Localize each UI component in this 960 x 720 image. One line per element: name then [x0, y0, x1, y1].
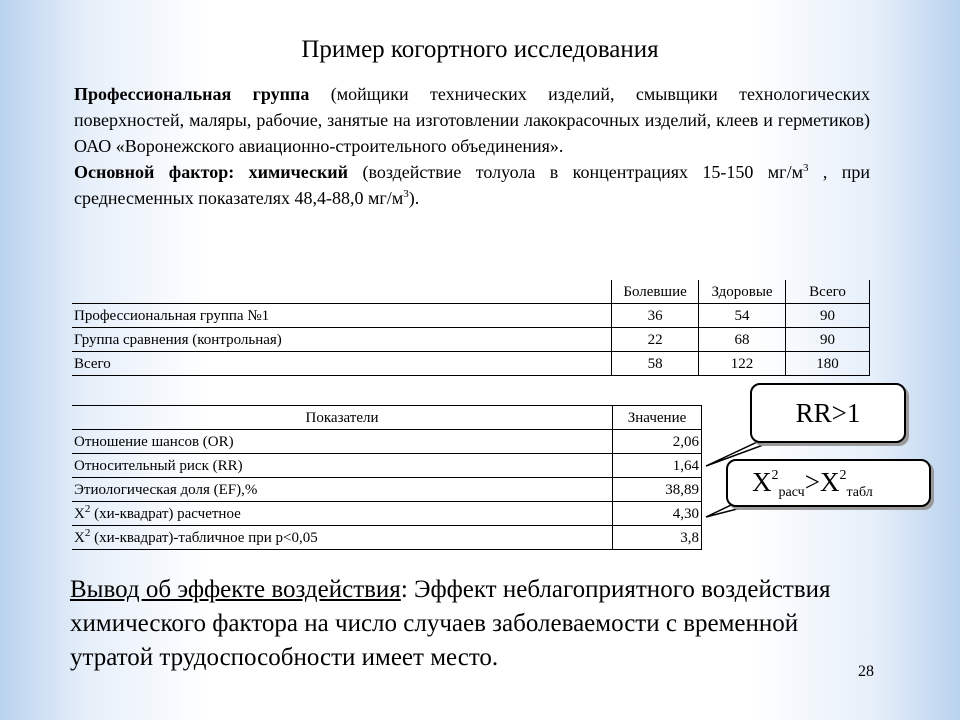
- factor-text-2: , при среднесменных показателях 48,4-88,0 мг/м: [74, 162, 871, 208]
- group-text: (мойщики технических изделий, смывщики технологических поверхностей, маляры, рабочие, занятые на изготовлении лакокрасочных изделий, клеев и герметиков) ОАО «Воронежского авиационно-строительного объединения».: [74, 84, 870, 156]
- factor-text-1: (воздействие толуола в концентрациях 15-150 мг/м: [348, 162, 803, 182]
- row-label: Группа сравнения (контрольная): [72, 328, 612, 352]
- chi-calc-symbol: Х: [752, 467, 772, 497]
- table-cell: 90: [786, 304, 870, 328]
- factor-text-3: ).: [408, 188, 420, 208]
- table-cell: 36: [612, 304, 699, 328]
- chi-symbol: Х: [74, 529, 85, 546]
- row-label: Всего: [72, 352, 612, 376]
- header-cell: Показатели: [72, 406, 613, 430]
- chi-square-callout: [726, 459, 931, 507]
- table-cell: 22: [612, 328, 699, 352]
- factor-sup-1: 3: [802, 162, 809, 174]
- chi-symbol: Х: [74, 505, 85, 522]
- factor-sup-2: 3: [403, 188, 409, 200]
- group-label: Профессиональная группа: [74, 84, 310, 104]
- table-cell: 68: [699, 328, 786, 352]
- row-label: Профессиональная группа №1: [72, 304, 612, 328]
- chi-table-sup: 2: [839, 468, 847, 483]
- row-label-text: (хи-квадрат) расчетное: [90, 505, 241, 522]
- table-cell: 122: [699, 352, 786, 376]
- header-cell: Болевшие: [612, 280, 699, 304]
- chi-table-sub: табл: [846, 485, 873, 500]
- table-cell: 4,30: [613, 502, 702, 526]
- conclusion-text: : Эффект неблагоприятного воздействия химического фактора на число случаев заболеваемости с временной утратой трудоспособности имеет место.: [70, 576, 831, 671]
- row-label: Отношение шансов (OR): [72, 430, 613, 454]
- chi-calc-sub: расч: [778, 485, 805, 500]
- row-label-text: (хи-квадрат)-табличное при р<0,05: [90, 529, 318, 546]
- page-number: 28: [858, 663, 874, 680]
- table-cell: 90: [786, 328, 870, 352]
- table-cell: 180: [786, 352, 870, 376]
- table-cell: 1,64: [613, 454, 702, 478]
- chi-square-comparison: [752, 467, 873, 501]
- conclusion-lead: Вывод об эффекте воздействия: [70, 576, 401, 603]
- header-cell: Значение: [613, 406, 702, 430]
- row-label: Относительный риск (RR): [72, 454, 613, 478]
- row-label: Этиологическая доля (EF),%: [72, 478, 613, 502]
- table-cell: 38,89: [613, 478, 702, 502]
- factor-label: Основной фактор: химический: [74, 162, 349, 182]
- header-cell: Всего: [786, 280, 870, 304]
- chi-sup: 2: [84, 526, 91, 539]
- chi-table-symbol: Х: [819, 467, 840, 497]
- slide-title: Пример когортного исследования: [301, 36, 659, 63]
- table-cell: 2,06: [613, 430, 702, 454]
- table-cell: 58: [612, 352, 699, 376]
- chi-calc-sup: 2: [771, 468, 779, 483]
- table-cell: 54: [699, 304, 786, 328]
- conclusion: [70, 573, 870, 675]
- header-cell: Здоровые: [699, 280, 786, 304]
- table-cell: 3,8: [613, 526, 702, 550]
- chi-sup: 2: [84, 502, 91, 515]
- greater-than: >: [804, 467, 820, 497]
- rr-callout: RR>1: [750, 383, 906, 443]
